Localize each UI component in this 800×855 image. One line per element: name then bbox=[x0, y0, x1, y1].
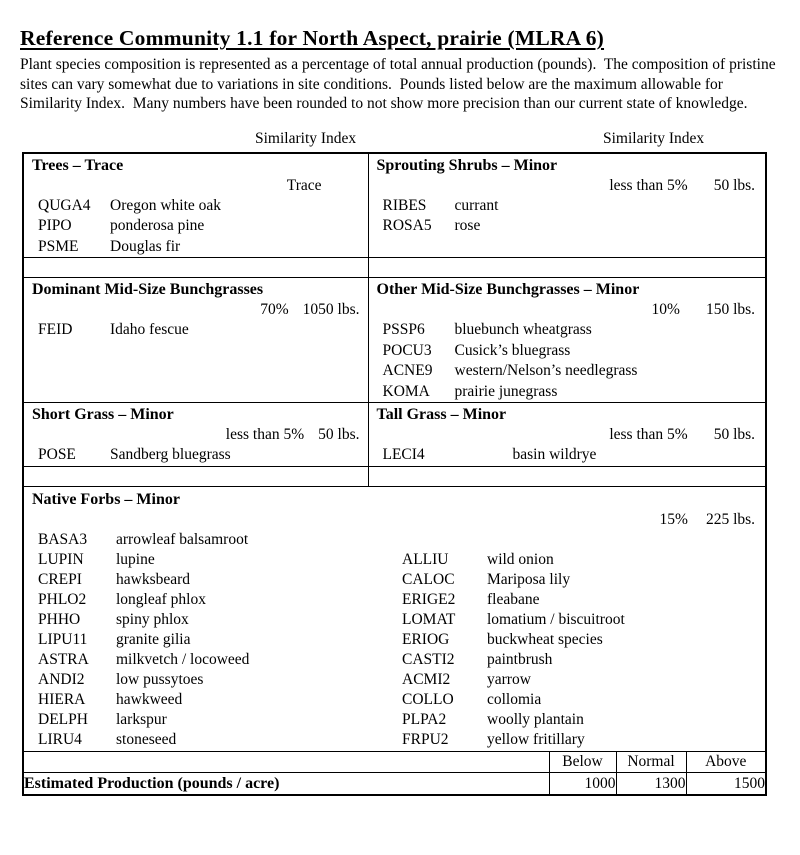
section-amounts bbox=[24, 300, 368, 320]
species-row bbox=[24, 320, 368, 341]
species-code: ROSA5 bbox=[382, 217, 432, 234]
production-label: Estimated Production (pounds / acre) bbox=[23, 772, 549, 795]
species-code: CASTI2 bbox=[402, 650, 455, 668]
section-pounds: 50 lbs. bbox=[713, 176, 756, 194]
species-name: larkspur bbox=[116, 710, 167, 728]
species-name: milkvetch / locoweed bbox=[116, 650, 250, 668]
species-row bbox=[24, 196, 368, 217]
species-code: QUGA4 bbox=[38, 196, 91, 214]
production-value: 1500 bbox=[686, 772, 766, 795]
species-code: KOMA bbox=[382, 382, 430, 400]
species-name: collomia bbox=[487, 690, 542, 708]
species-code: ANDI2 bbox=[38, 670, 85, 688]
species-name: spiny phlox bbox=[116, 610, 189, 628]
section-amounts bbox=[369, 425, 766, 445]
species-code: RIBES bbox=[382, 196, 427, 214]
species-code: PLPA2 bbox=[402, 710, 447, 728]
species-name: wild onion bbox=[487, 550, 554, 568]
species-code: FEID bbox=[38, 321, 73, 338]
species-row bbox=[24, 237, 368, 258]
production-header-row bbox=[23, 751, 766, 772]
section-title: Other Mid-Size Bunchgrasses – Minor bbox=[376, 281, 640, 298]
spacer-cell bbox=[23, 466, 368, 486]
section-percent: 10% bbox=[651, 301, 680, 318]
species-name: lupine bbox=[116, 550, 155, 568]
spacer-cell bbox=[368, 466, 766, 486]
species-code: COLLO bbox=[402, 690, 454, 708]
species-row bbox=[369, 382, 766, 403]
species-name: rose bbox=[454, 217, 481, 234]
native-forbs-row bbox=[23, 486, 766, 751]
species-code: LOMAT bbox=[402, 610, 456, 628]
section-amounts bbox=[369, 300, 766, 320]
species-code: ERIOG bbox=[402, 630, 450, 648]
section-amounts bbox=[24, 425, 368, 445]
similarity-index-label-right: Similarity Index bbox=[603, 129, 705, 147]
section-title: Dominant Mid-Size Bunchgrasses bbox=[32, 281, 264, 298]
species-row bbox=[369, 341, 766, 362]
section-title: Tall Grass – Minor bbox=[376, 406, 507, 423]
production-values-row bbox=[23, 772, 766, 795]
empty-cell bbox=[487, 530, 765, 550]
production-value: 1000 bbox=[549, 772, 616, 795]
section-percent: less than 5% bbox=[609, 176, 688, 194]
species-name: currant bbox=[454, 196, 499, 214]
production-col-header: Normal bbox=[616, 751, 686, 772]
species-name: stoneseed bbox=[116, 730, 177, 748]
species-name: longleaf phlox bbox=[116, 590, 206, 608]
spacer-row bbox=[23, 466, 766, 486]
species-row bbox=[24, 216, 368, 237]
section-amounts bbox=[24, 176, 368, 196]
section-pounds: 50 lbs. bbox=[318, 426, 360, 443]
section-tall-grass bbox=[368, 403, 766, 467]
section-other-mid-size-bunchgrasses bbox=[368, 278, 766, 403]
empty-cell bbox=[402, 530, 487, 550]
spacer-cell bbox=[23, 258, 368, 278]
species-name: bluebunch wheatgrass bbox=[454, 321, 592, 338]
species-name: granite gilia bbox=[116, 630, 191, 648]
species-code: PHHO bbox=[38, 610, 81, 628]
species-code: ERIGE2 bbox=[402, 590, 456, 608]
section-title: Native Forbs – Minor bbox=[32, 490, 180, 508]
spacer-row bbox=[23, 258, 766, 278]
section-title: Short Grass – Minor bbox=[32, 406, 174, 423]
species-code: LECI4 bbox=[382, 446, 425, 463]
section-percent: Trace bbox=[286, 176, 322, 194]
species-name: buckwheat species bbox=[487, 630, 603, 648]
section-row bbox=[23, 278, 766, 403]
species-code: PHLO2 bbox=[38, 590, 87, 608]
species-name: prairie junegrass bbox=[454, 382, 558, 400]
species-code: FRPU2 bbox=[402, 730, 449, 748]
species-code: LIRU4 bbox=[38, 730, 82, 748]
production-blank-cell bbox=[23, 751, 549, 772]
section-row bbox=[23, 403, 766, 467]
section-trees bbox=[23, 153, 368, 258]
species-row bbox=[24, 445, 368, 466]
species-name: Cusick’s bluegrass bbox=[454, 341, 571, 359]
species-name: Mariposa lily bbox=[487, 570, 571, 588]
species-code: CREPI bbox=[38, 570, 82, 588]
species-name: yellow fritillary bbox=[487, 730, 585, 748]
species-code: ACMI2 bbox=[402, 670, 451, 688]
species-row bbox=[369, 361, 766, 382]
section-row bbox=[23, 153, 766, 258]
production-col-header: Above bbox=[686, 751, 766, 772]
species-name: hawksbeard bbox=[116, 570, 191, 588]
section-percent: 15% bbox=[659, 510, 688, 528]
species-name: low pussytoes bbox=[116, 670, 204, 688]
species-name: yarrow bbox=[487, 670, 531, 688]
species-code: DELPH bbox=[38, 710, 88, 728]
species-row bbox=[369, 196, 766, 217]
intro-paragraph: Plant species composition is represented as a percentage of total annual production (pounds). The composition of pristine sites can vary somewhat due to variations in site conditions. Pounds listed below are the maximum allowable for Similarity Index. Many numbers have been rounded to not show more precision than our current state of knowledge. bbox=[20, 56, 780, 112]
species-name: ponderosa pine bbox=[110, 217, 205, 234]
composition-table bbox=[22, 152, 767, 796]
species-name: Idaho fescue bbox=[110, 321, 189, 338]
production-col-header: Below bbox=[549, 751, 616, 772]
species-code: LUPIN bbox=[38, 550, 84, 568]
species-name: Sandberg bluegrass bbox=[110, 446, 231, 463]
section-percent: less than 5% bbox=[225, 426, 305, 443]
species-row bbox=[369, 445, 766, 466]
species-code: ASTRA bbox=[38, 650, 89, 668]
species-name: hawkweed bbox=[116, 690, 183, 708]
species-name: woolly plantain bbox=[487, 710, 584, 728]
species-name: arrowleaf balsamroot bbox=[116, 530, 249, 548]
species-code: PSME bbox=[38, 237, 79, 255]
species-row bbox=[369, 320, 766, 341]
section-dominant-mid-size-bunchgrasses bbox=[23, 278, 368, 403]
section-title: Sprouting Shrubs – Minor bbox=[376, 156, 558, 174]
section-short-grass bbox=[23, 403, 368, 467]
similarity-index-label-left: Similarity Index bbox=[255, 129, 357, 147]
section-amounts bbox=[24, 510, 765, 530]
species-code: ACNE9 bbox=[382, 362, 433, 379]
section-title: Trees – Trace bbox=[32, 156, 124, 174]
species-code: POSE bbox=[38, 446, 76, 463]
section-percent: 70% bbox=[260, 301, 289, 318]
species-name: fleabane bbox=[487, 590, 540, 608]
species-code: PSSP6 bbox=[382, 321, 425, 338]
species-code: PIPO bbox=[38, 217, 72, 234]
species-name: lomatium / biscuitroot bbox=[487, 610, 625, 628]
species-name: basin wildrye bbox=[512, 446, 597, 463]
species-code: POCU3 bbox=[382, 341, 432, 359]
section-pounds: 225 lbs. bbox=[705, 510, 756, 528]
species-name: Oregon white oak bbox=[110, 196, 222, 214]
page-title: Reference Community 1.1 for North Aspect, prairie (MLRA 6) bbox=[20, 26, 605, 50]
production-value: 1300 bbox=[616, 772, 686, 795]
section-native-forbs bbox=[23, 486, 766, 751]
similarity-index-row bbox=[0, 130, 800, 152]
species-code: BASA3 bbox=[38, 530, 88, 548]
section-pounds: 50 lbs. bbox=[713, 426, 756, 443]
species-row bbox=[369, 216, 766, 237]
species-name: western/Nelson’s needlegrass bbox=[454, 362, 638, 379]
species-name: paintbrush bbox=[487, 650, 553, 668]
species-code: HIERA bbox=[38, 690, 86, 708]
section-amounts bbox=[369, 176, 766, 196]
species-code: LIPU11 bbox=[38, 630, 88, 648]
section-pounds: 1050 lbs. bbox=[302, 301, 360, 318]
spacer-cell bbox=[368, 258, 766, 278]
species-name: Douglas fir bbox=[110, 237, 181, 255]
section-sprouting-shrubs bbox=[368, 153, 766, 258]
species-code: CALOC bbox=[402, 570, 455, 588]
forbs-species-grid bbox=[24, 530, 765, 750]
section-percent: less than 5% bbox=[609, 426, 688, 443]
section-pounds: 150 lbs. bbox=[705, 301, 756, 318]
species-code: ALLIU bbox=[402, 550, 449, 568]
